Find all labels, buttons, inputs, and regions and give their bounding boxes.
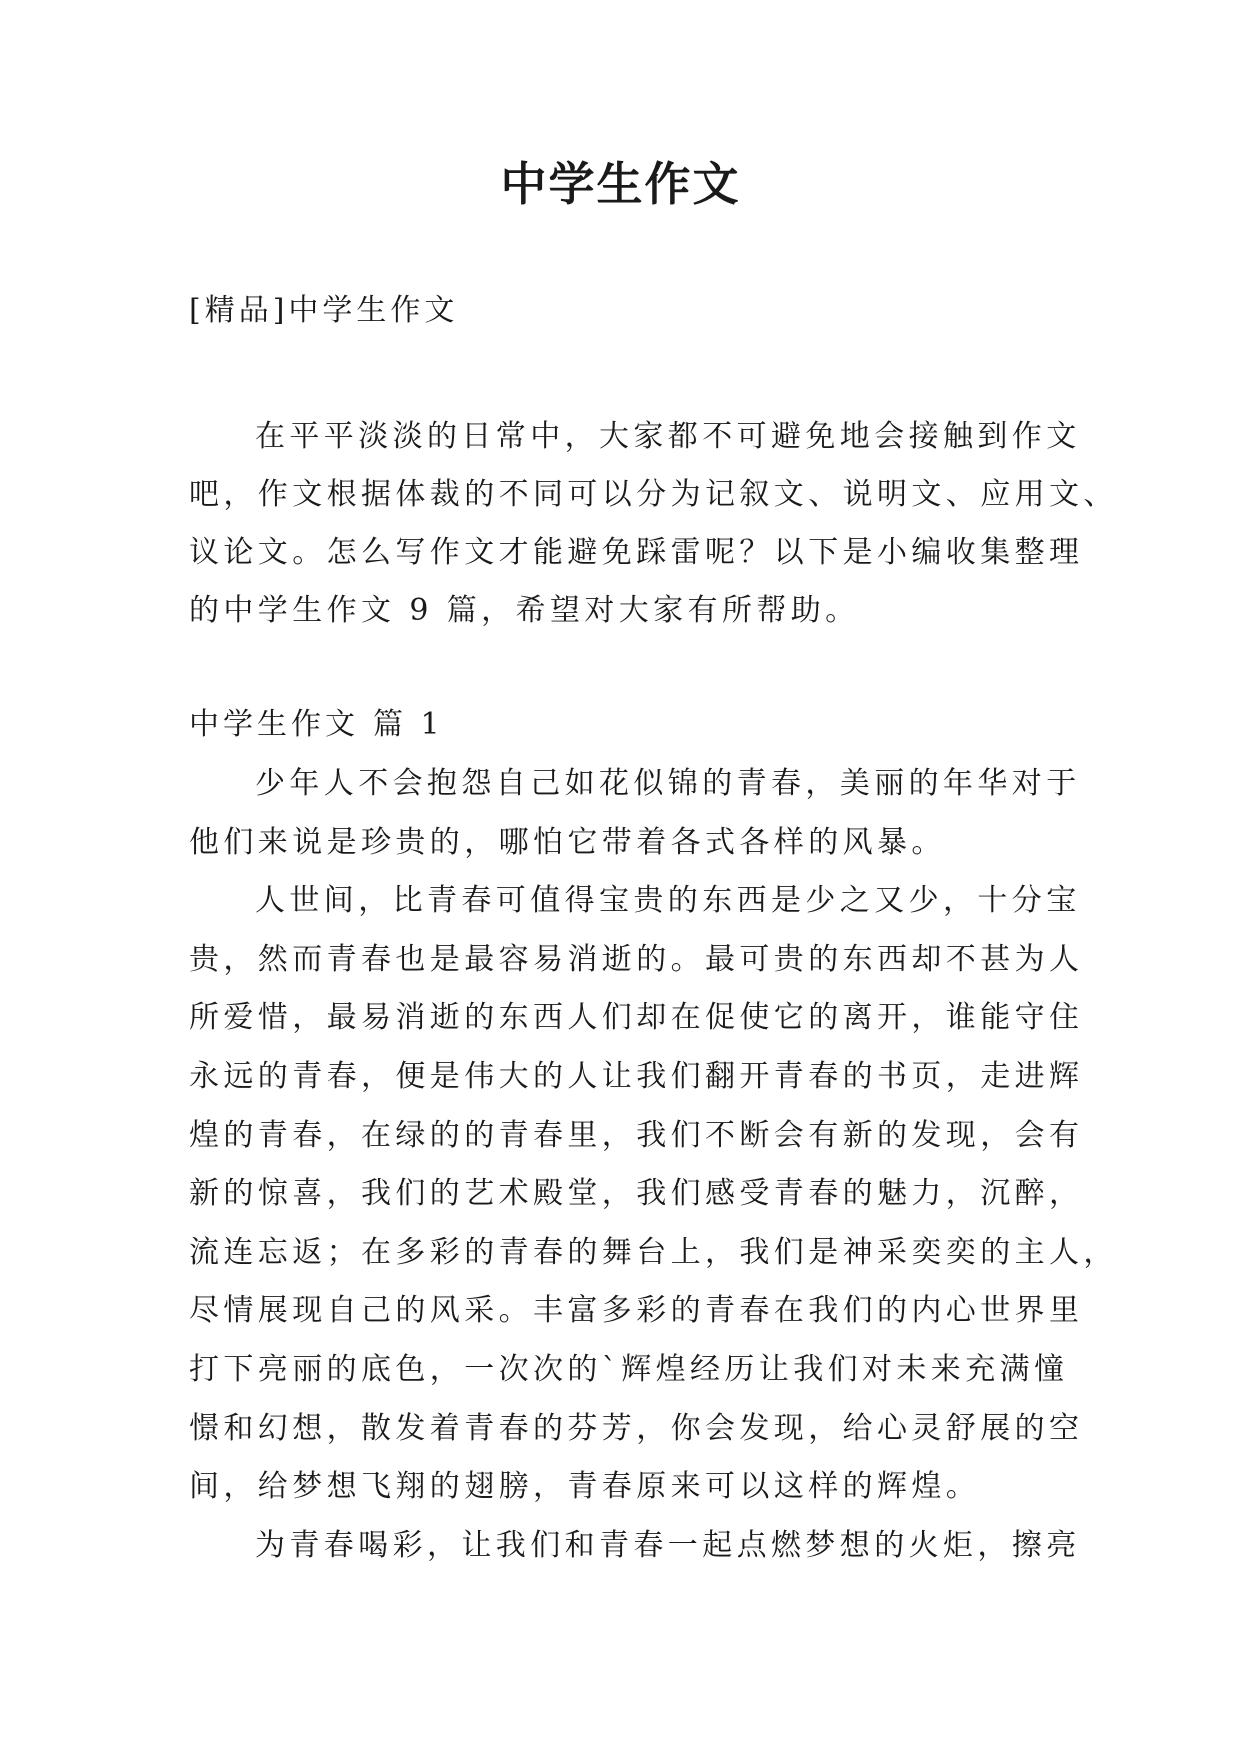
intro-line: 议论文。怎么写作文才能避免踩雷呢？以下是小编收集整理 bbox=[189, 535, 1084, 570]
body-line: 间，给梦想飞翔的翅膀，青春原来可以这样的辉煌。 bbox=[189, 1469, 981, 1505]
body-line: 新的惊喜，我们的艺术殿堂，我们感受青春的魅力，沉醉， bbox=[189, 1176, 1084, 1212]
body-line: 尽情展现自己的风采。丰富多彩的青春在我们的内心世界里 bbox=[189, 1293, 1084, 1329]
section-body bbox=[189, 755, 1118, 1575]
section-heading-title: 中学生作文 bbox=[189, 707, 359, 742]
body-line: 流连忘返；在多彩的青春的舞台上，我们是神采奕奕的主人， bbox=[189, 1234, 1118, 1270]
body-line: 所爱惜，最易消逝的东西人们却在促使它的离开，谁能守住 bbox=[189, 1000, 1084, 1036]
body-line: 憬和幻想，散发着青春的芬芳，你会发现，给心灵舒展的空 bbox=[189, 1410, 1084, 1446]
body-line: 他们来说是珍贵的，哪怕它带着各式各样的风暴。 bbox=[189, 824, 946, 860]
body-line: 打下亮丽的底色，一次次的`辉煌经历让我们对未来充满憧 bbox=[189, 1351, 1069, 1387]
intro-line: 的中学生作文 9 篇，希望对大家有所帮助。 bbox=[189, 593, 860, 628]
body-line: 为青春喝彩，让我们和青春一起点燃梦想的火炬，擦亮 bbox=[255, 1527, 1081, 1563]
body-line: 贵，然而青春也是最容易消逝的。最可贵的东西却不甚为人 bbox=[189, 941, 1084, 977]
intro-line: 吧，作文根据体裁的不同可以分为记叙文、说明文、应用文、 bbox=[189, 477, 1118, 512]
intro-line: 在平平淡淡的日常中，大家都不可避免地会接触到作文 bbox=[255, 419, 1081, 454]
intro-paragraph bbox=[189, 408, 1118, 640]
body-line: 人世间，比青春可值得宝贵的东西是少之又少，十分宝 bbox=[255, 883, 1081, 919]
body-line: 煌的青春，在绿的的青春里，我们不断会有新的发现，会有 bbox=[189, 1117, 1084, 1153]
section-heading bbox=[189, 704, 444, 746]
body-line: 永远的青春，便是伟大的人让我们翻开青春的书页，走进辉 bbox=[189, 1058, 1084, 1094]
document-subtitle: [精品]中学生作文 bbox=[189, 293, 459, 328]
document-title: 中学生作文 bbox=[500, 157, 741, 211]
body-line: 少年人不会抱怨自己如花似锦的青春，美丽的年华对于 bbox=[255, 766, 1081, 801]
section-heading-number: 篇 1 bbox=[373, 707, 444, 742]
